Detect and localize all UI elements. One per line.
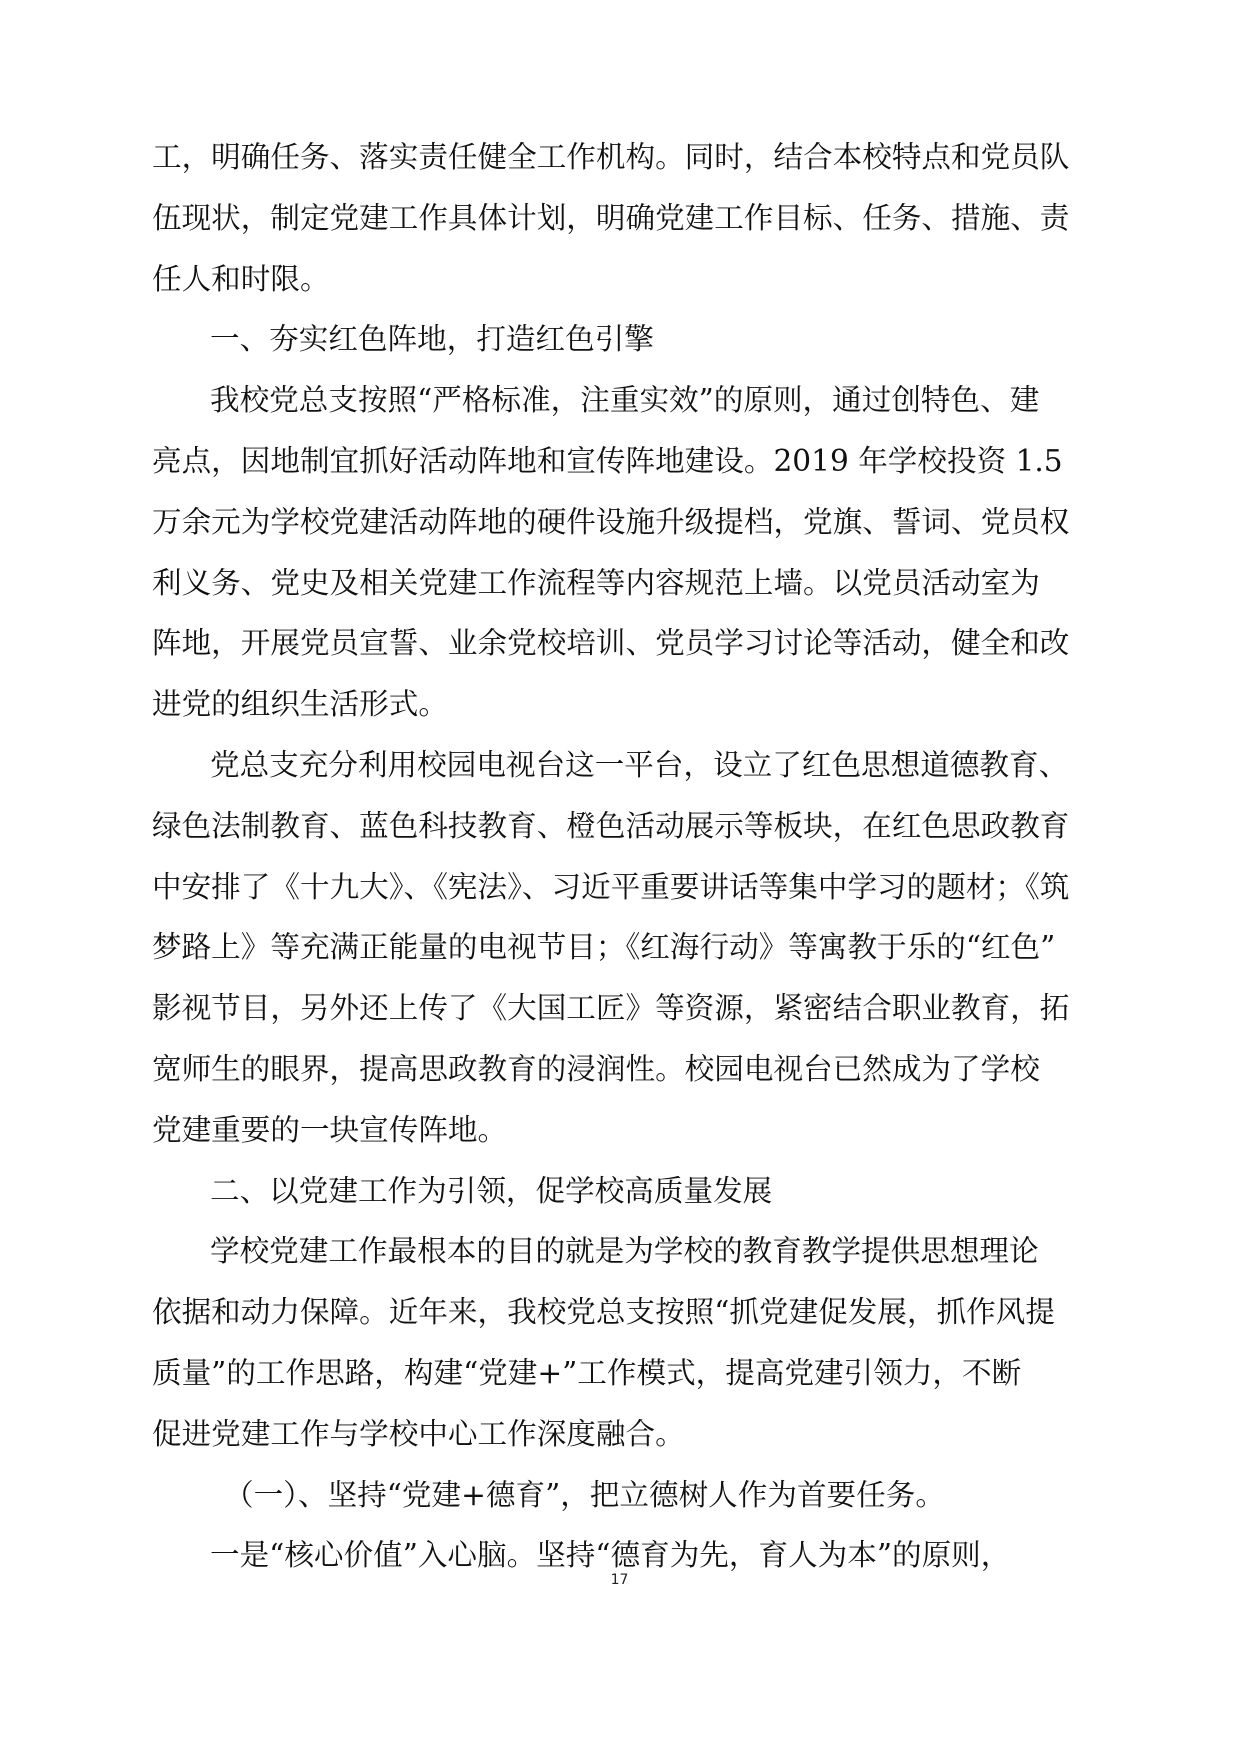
document-body: [152, 127, 1092, 1586]
text-line: 梦路上》等充满正能量的电视节目；《红海行动》等寓教于乐的“红色”: [152, 930, 1056, 965]
text-line: 我校党总支按照“严格标准，注重实效”的原则，通过创特色、建: [210, 383, 1040, 418]
text-line: 阵地，开展党员宣誓、业余党校培训、党员学习讨论等活动，健全和改: [152, 626, 1070, 661]
text-line: 宽师生的眼界，提高思政教育的浸润性。校园电视台已然成为了学校: [152, 1051, 1040, 1086]
text-line: 中安排了《十九大》、《宪法》、习近平重要讲话等集中学习的题材；《筑: [152, 869, 1070, 904]
text-line: 党建重要的一块宣传阵地。: [152, 1112, 508, 1147]
text-line: 进党的组织生活形式。: [152, 687, 448, 722]
section-heading: 一、夯实红色阵地，打造红色引擎: [210, 322, 654, 357]
subsection-heading: （一）、坚持“党建+德育”，把立德树人作为首要任务。: [224, 1477, 945, 1512]
text-line: 促进党建工作与学校中心工作深度融合。: [152, 1416, 685, 1451]
text-line: 一是“核心价值”入心脑。坚持“德育为先，育人为本”的原则，: [210, 1538, 1011, 1573]
text-line: 党总支充分利用校园电视台这一平台，设立了红色思想道德教育、: [210, 747, 1069, 782]
text-line: 绿色法制教育、蓝色科技教育、橙色活动展示等板块，在红色思政教育: [152, 808, 1070, 843]
text-line: 任人和时限。: [152, 261, 330, 296]
text-line: 工，明确任务、落实责任健全工作机构。同时，结合本校特点和党员队: [152, 140, 1070, 174]
text-line: 伍现状，制定党建工作具体计划，明确党建工作目标、任务、措施、责: [152, 200, 1070, 235]
text-line: 影视节目，另外还上传了《大国工匠》等资源，紧密结合职业教育，拓: [152, 991, 1070, 1026]
text-line: 依据和动力保障。近年来，我校党总支按照“抓党建促发展，抓作风提: [152, 1295, 1055, 1330]
text-line: 利义务、党史及相关党建工作流程等内容规范上墙。以党员活动室为: [152, 565, 1040, 600]
text-line: 学校党建工作最根本的目的就是为学校的教育教学提供思想理论: [210, 1234, 1039, 1269]
text-line: 亮点，因地制宜抓好活动阵地和宣传阵地建设。2019 年学校投资 1.5: [152, 443, 1063, 478]
page-number: 17: [610, 1572, 629, 1588]
section-heading: 二、以党建工作为引领，促学校高质量发展: [210, 1173, 773, 1208]
text-line: 万余元为学校党建活动阵地的硬件设施升级提档，党旗、誓词、党员权: [152, 504, 1070, 539]
text-line: 质量”的工作思路，构建“党建+”工作模式，提高党建引领力，不断: [152, 1355, 1022, 1390]
